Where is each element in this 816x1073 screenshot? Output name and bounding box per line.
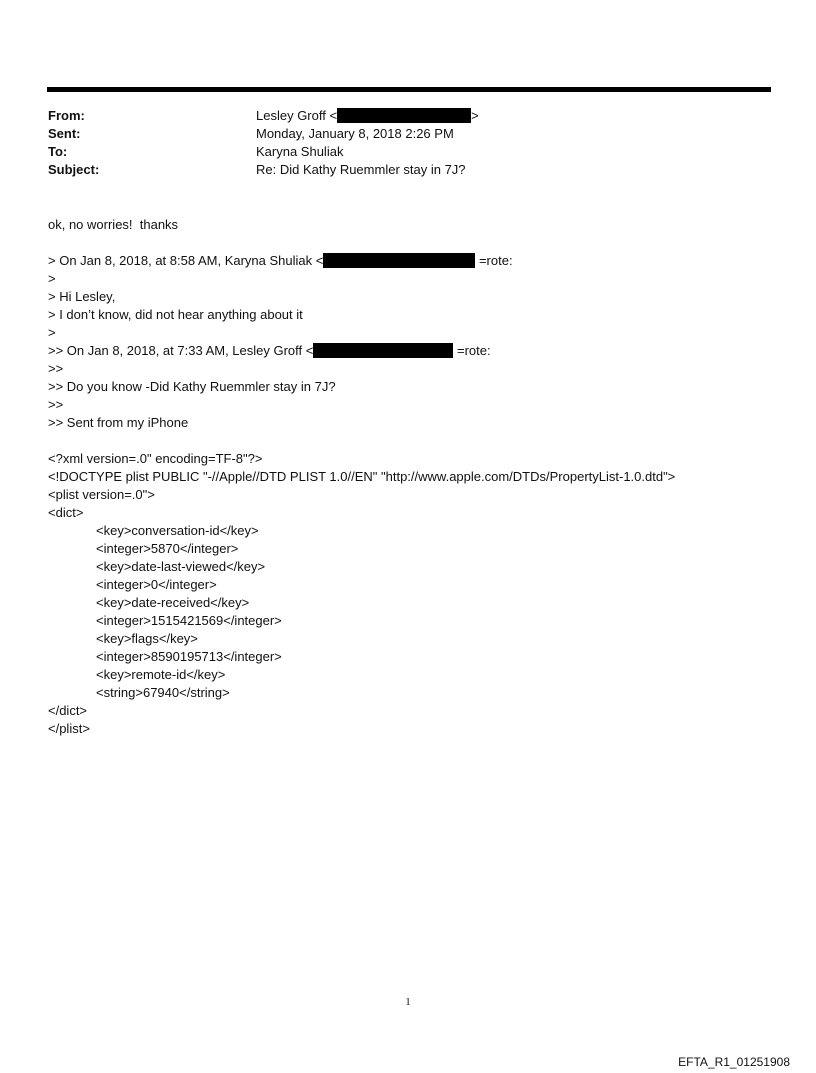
quote-line: >> Do you know -Did Kathy Ruemmler stay in 7J? — [48, 379, 336, 394]
header-rule — [47, 87, 771, 92]
to-value: Karyna Shuliak — [256, 144, 344, 159]
xml-entry: <integer>1515421569</integer> — [96, 613, 282, 628]
from-value — [256, 107, 748, 125]
quote-line: > I don’t know, did not hear anything about it — [48, 307, 303, 322]
sent-label: Sent: — [48, 126, 81, 141]
to-row — [48, 143, 748, 161]
xml-entry: <key>conversation-id</key> — [96, 523, 259, 538]
xml-entry: <key>flags</key> — [96, 631, 198, 646]
quote-header-2-suffix: =rote: — [453, 343, 491, 358]
xml-entry: <integer>0</integer> — [96, 577, 217, 592]
quote-line: >> — [48, 397, 64, 412]
page-number: 1 — [405, 996, 411, 1008]
redaction-block — [323, 253, 475, 268]
quote-line: > — [48, 325, 56, 340]
xml-declaration: <?xml version=.0" encoding=TF-8"?> — [48, 451, 263, 466]
xml-entry: <key>date-received</key> — [96, 595, 250, 610]
email-header — [48, 107, 748, 179]
from-row — [48, 107, 748, 125]
quote-header-2 — [48, 342, 768, 360]
quote-header-1-suffix: =rote: — [475, 253, 513, 268]
xml-plist-open: <plist version=.0"> — [48, 487, 155, 502]
email-body — [48, 216, 768, 738]
quote-line: > Hi Lesley, — [48, 289, 116, 304]
xml-entry: <integer>8590195713</integer> — [96, 649, 282, 664]
xml-dict-open: <dict> — [48, 505, 84, 520]
redaction-block — [313, 343, 453, 358]
xml-entry: <key>remote-id</key> — [96, 667, 226, 682]
to-label: To: — [48, 144, 68, 159]
quote-line: > — [48, 271, 56, 286]
reply-text: ok, no worries! thanks — [48, 217, 179, 232]
xml-entry: <key>date-last-viewed</key> — [96, 559, 266, 574]
from-close: > — [471, 108, 479, 123]
sent-row — [48, 125, 748, 143]
subject-label: Subject: — [48, 162, 100, 177]
xml-entry: <integer>5870</integer> — [96, 541, 239, 556]
xml-plist-close: </plist> — [48, 721, 90, 736]
xml-entry: <string>67940</string> — [96, 685, 230, 700]
quote-header-1-text: > On Jan 8, 2018, at 8:58 AM, Karyna Shuliak < — [48, 253, 324, 268]
subject-value: Re: Did Kathy Ruemmler stay in 7J? — [256, 162, 466, 177]
quote-line: >> — [48, 361, 64, 376]
quote-header-1 — [48, 252, 768, 270]
subject-row — [48, 161, 748, 179]
quote-header-2-text: >> On Jan 8, 2018, at 7:33 AM, Lesley Groff < — [48, 343, 314, 358]
xml-dict-close: </dict> — [48, 703, 88, 718]
sent-value: Monday, January 8, 2018 2:26 PM — [256, 126, 454, 141]
from-name: Lesley Groff < — [256, 108, 338, 123]
quote-line: >> Sent from my iPhone — [48, 415, 189, 430]
xml-doctype: <!DOCTYPE plist PUBLIC "-//Apple//DTD PLIST 1.0//EN" "http://www.apple.com/DTDs/PropertyList-1.0.dtd"> — [48, 469, 676, 484]
from-label: From: — [48, 108, 85, 123]
redaction-block — [337, 108, 471, 123]
document-id: EFTA_R1_01251908 — [678, 1055, 790, 1069]
